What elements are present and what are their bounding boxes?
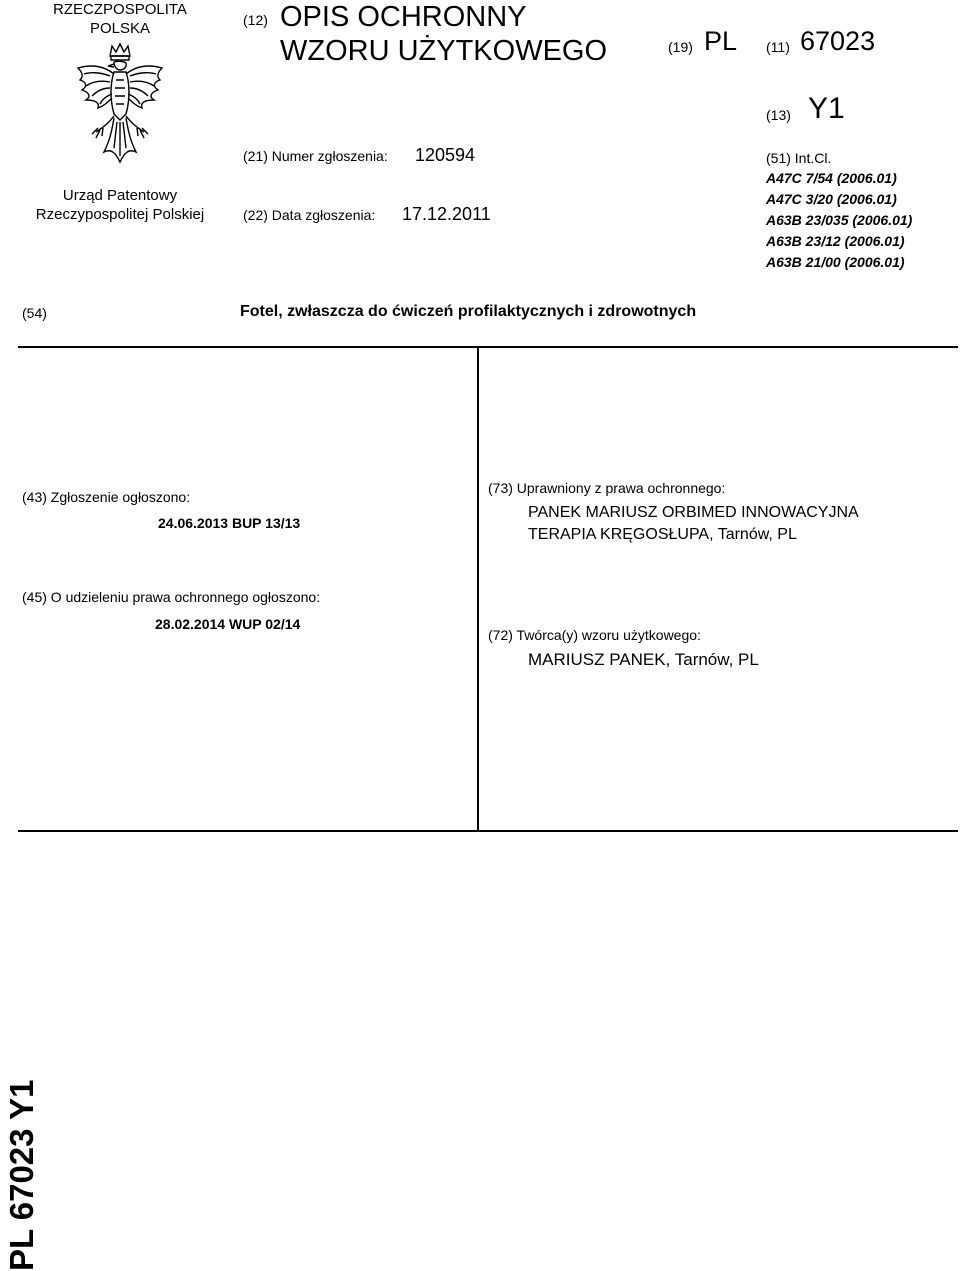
side-document-identifier: PL 67023 Y1 (3, 1079, 40, 1271)
ipc-code: A47C 3/20 (2006.01) (766, 191, 897, 207)
divider-bottom (18, 830, 958, 832)
doc-number: 67023 (800, 26, 876, 56)
grant-label: (45) O udzieleniu prawa ochronnego ogłoszono: (22, 589, 321, 605)
grant-value: 28.02.2014 WUP 02/14 (155, 616, 301, 632)
application-date-label: (22) Data zgłoszenia: (243, 207, 376, 223)
doc-type-code: (12) (243, 12, 268, 28)
kind-code: Y1 (808, 92, 845, 125)
ipc-code: A63B 21/00 (2006.01) (766, 254, 905, 270)
creator-value: MARIUSZ PANEK, Tarnów, PL (528, 650, 759, 669)
application-number: 120594 (415, 145, 476, 165)
doc-type-title (280, 0, 607, 68)
ipc-code: A47C 7/54 (2006.01) (766, 170, 897, 186)
ipc-code: A63B 23/035 (2006.01) (766, 212, 913, 228)
ipc-code: A63B 23/12 (2006.01) (766, 233, 905, 249)
publication-value: 24.06.2013 BUP 13/13 (158, 515, 301, 531)
divider-middle (477, 346, 479, 832)
creator-label: (72) Twórca(y) wzoru użytkowego: (488, 627, 701, 643)
publication-label: (43) Zgłoszenie ogłoszono: (22, 489, 191, 505)
utility-model-title: Fotel, zwłaszcza do ćwiczeń profilaktycznych i zdrowotnych (240, 303, 697, 320)
proprietor-line1: PANEK MARIUSZ ORBIMED INNOWACYJNA (528, 504, 859, 521)
country-name: RZECZPOSPOLITA POLSKA (53, 1, 187, 37)
ipc-code-list (766, 168, 912, 273)
doc-number-label: (11) (766, 39, 790, 55)
proprietor-label: (73) Uprawniony z prawa ochronnego: (488, 480, 726, 496)
ipc-label: (51) Int.Cl. (766, 150, 832, 166)
title-label: (54) (22, 305, 47, 321)
eagle-emblem-icon (70, 42, 170, 167)
kind-code-label: (13) (766, 107, 791, 123)
patent-office-name: Urząd Patentowy Rzeczypospolitej Polskiej (35, 187, 205, 223)
application-number-label: (21) Numer zgłoszenia: (243, 148, 388, 164)
doc-type-title-line1: OPIS OCHRONNY (280, 1, 527, 33)
doc-type-title-line2: WZORU UŻYTKOWEGO (280, 35, 608, 67)
country-code: PL (704, 26, 738, 56)
country-code-label: (19) (668, 39, 693, 55)
application-date: 17.12.2011 (402, 204, 491, 224)
divider-top (18, 346, 958, 348)
proprietor-line2: TERAPIA KRĘGOSŁUPA, Tarnów, PL (528, 526, 797, 543)
